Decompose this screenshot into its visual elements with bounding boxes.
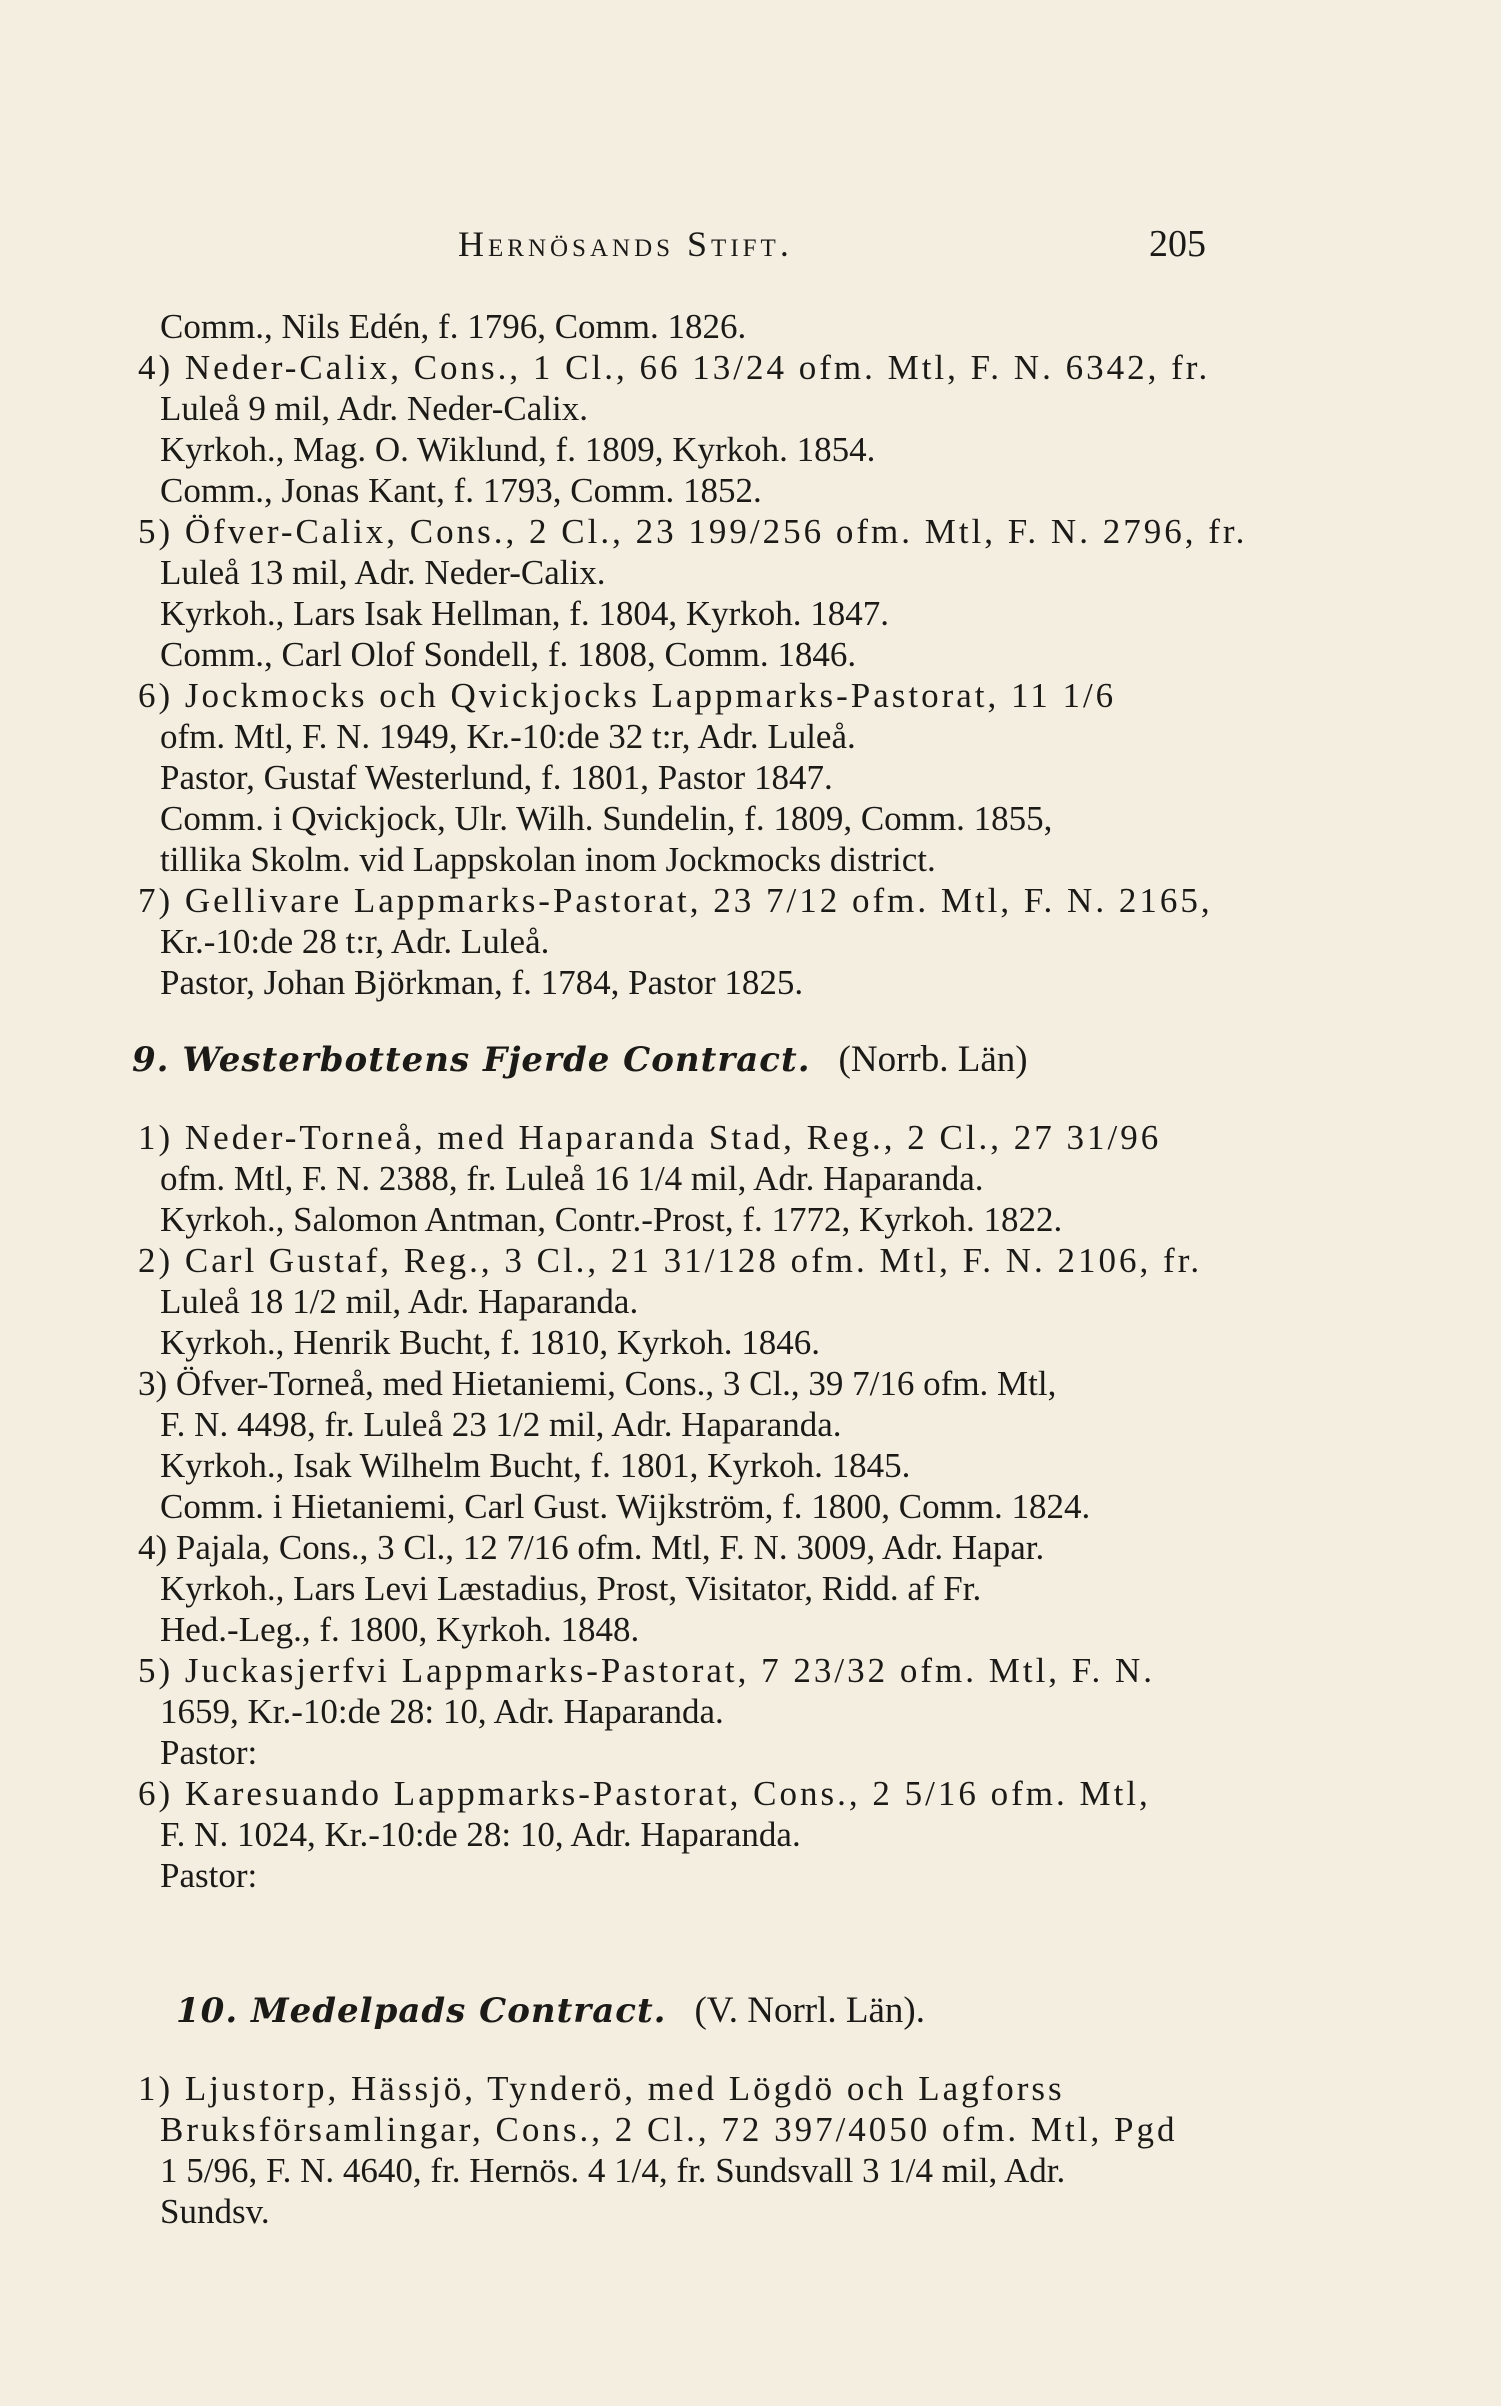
entry-line: Comm. i Qvickjock, Ulr. Wilh. Sundelin, f. 1809, Comm. 1855, — [160, 799, 1053, 838]
entry-line: F. N. 1024, Kr.-10:de 28: 10, Adr. Haparanda. — [160, 1815, 801, 1854]
entry-line: 4) Neder-Calix, Cons., 1 Cl., 66 13/24 ofm. Mtl, F. N. 6342, fr. — [138, 348, 1211, 387]
entry-line: 4) Pajala, Cons., 3 Cl., 12 7/16 ofm. Mtl, F. N. 3009, Adr. Hapar. — [138, 1528, 1045, 1567]
entry-line: Comm. i Hietaniemi, Carl Gust. Wijkström, f. 1800, Comm. 1824. — [160, 1487, 1091, 1526]
entry-line: 5) Öfver-Calix, Cons., 2 Cl., 23 199/256 ofm. Mtl, F. N. 2796, fr. — [138, 512, 1248, 551]
entry-line: Pastor, Gustaf Westerlund, f. 1801, Pastor 1847. — [160, 758, 833, 797]
section-heading-9 — [80, 1039, 1260, 1081]
entry-line: Kyrkoh., Salomon Antman, Contr.-Prost, f. 1772, Kyrkoh. 1822. — [160, 1200, 1063, 1239]
entry-line: Comm., Carl Olof Sondell, f. 1808, Comm. 1846. — [160, 635, 857, 674]
section-gap — [80, 1896, 1260, 1954]
section-heading-10 — [80, 1990, 1260, 2032]
entry-line: 1) Ljustorp, Hässjö, Tynderö, med Lögdö och Lagforss — [138, 2069, 1065, 2108]
section-region: (Norrb. Län) — [838, 1039, 1028, 1080]
entry-line: Hed.-Leg., f. 1800, Kyrkoh. 1848. — [160, 1610, 640, 1649]
section-title: 10. Medelpads Contract. — [176, 1991, 667, 2031]
entry-line: Kyrkoh., Henrik Bucht, f. 1810, Kyrkoh. 1846. — [160, 1323, 821, 1362]
entry-line: Luleå 18 1/2 mil, Adr. Haparanda. — [160, 1282, 639, 1321]
entry-line: Luleå 13 mil, Adr. Neder-Calix. — [160, 553, 606, 592]
running-title: Hernösands Stift. — [458, 224, 793, 264]
entry-line: 7) Gellivare Lappmarks-Pastorat, 23 7/12 ofm. Mtl, F. N. 2165, — [138, 881, 1213, 920]
entry-line: Pastor: — [160, 1856, 258, 1895]
entry-line: F. N. 4498, fr. Luleå 23 1/2 mil, Adr. Haparanda. — [160, 1405, 842, 1444]
entry-line: Pastor, Johan Björkman, f. 1784, Pastor 1825. — [160, 963, 804, 1002]
entry-line: tillika Skolm. vid Lappskolan inom Jockmocks district. — [160, 840, 936, 879]
page-number: 205 — [1149, 223, 1206, 265]
entry-line: ofm. Mtl, F. N. 1949, Kr.-10:de 32 t:r, Adr. Luleå. — [160, 717, 856, 756]
entry-line: 6) Karesuando Lappmarks-Pastorat, Cons., 2 5/16 ofm. Mtl, — [138, 1774, 1151, 1813]
entry-line: 6) Jockmocks och Qvickjocks Lappmarks-Pastorat, 11 1/6 — [138, 676, 1117, 715]
page-header — [458, 222, 1206, 266]
entry-line: Pastor: — [160, 1733, 258, 1772]
section-region: (V. Norrl. Län). — [694, 1990, 925, 2031]
entry-line: Sundsv. — [160, 2192, 270, 2231]
entry-line: ofm. Mtl, F. N. 2388, fr. Luleå 16 1/4 mil, Adr. Haparanda. — [160, 1159, 984, 1198]
section-title: 9. Westerbottens Fjerde Contract. — [132, 1040, 811, 1080]
entry-line: 1659, Kr.-10:de 28: 10, Adr. Haparanda. — [160, 1692, 724, 1731]
page-body — [80, 306, 1260, 2232]
entry-line: 1) Neder-Torneå, med Haparanda Stad, Reg., 2 Cl., 27 31/96 — [138, 1118, 1162, 1157]
entry-line: Bruksförsamlingar, Cons., 2 Cl., 72 397/4050 ofm. Mtl, Pgd — [160, 2110, 1178, 2149]
entry-line: 3) Öfver-Torneå, med Hietaniemi, Cons., 3 Cl., 39 7/16 ofm. Mtl, — [138, 1364, 1057, 1403]
entry-line: 5) Juckasjerfvi Lappmarks-Pastorat, 7 23/32 ofm. Mtl, F. N. — [138, 1651, 1155, 1690]
entry-line: Kyrkoh., Lars Levi Læstadius, Prost, Visitator, Ridd. af Fr. — [160, 1569, 982, 1608]
entry-line: Kyrkoh., Mag. O. Wiklund, f. 1809, Kyrkoh. 1854. — [160, 430, 876, 469]
entry-line: Kyrkoh., Isak Wilhelm Bucht, f. 1801, Kyrkoh. 1845. — [160, 1446, 911, 1485]
entry-line: Comm., Jonas Kant, f. 1793, Comm. 1852. — [160, 471, 762, 510]
entry-line: 2) Carl Gustaf, Reg., 3 Cl., 21 31/128 ofm. Mtl, F. N. 2106, fr. — [138, 1241, 1203, 1280]
entry-line: Kr.-10:de 28 t:r, Adr. Luleå. — [160, 922, 550, 961]
entry-line: Luleå 9 mil, Adr. Neder-Calix. — [160, 389, 588, 428]
entry-line: Kyrkoh., Lars Isak Hellman, f. 1804, Kyrkoh. 1847. — [160, 594, 890, 633]
entry-line: Comm., Nils Edén, f. 1796, Comm. 1826. — [160, 307, 747, 346]
entry-line: 1 5/96, F. N. 4640, fr. Hernös. 4 1/4, fr. Sundsvall 3 1/4 mil, Adr. — [160, 2151, 1066, 2190]
